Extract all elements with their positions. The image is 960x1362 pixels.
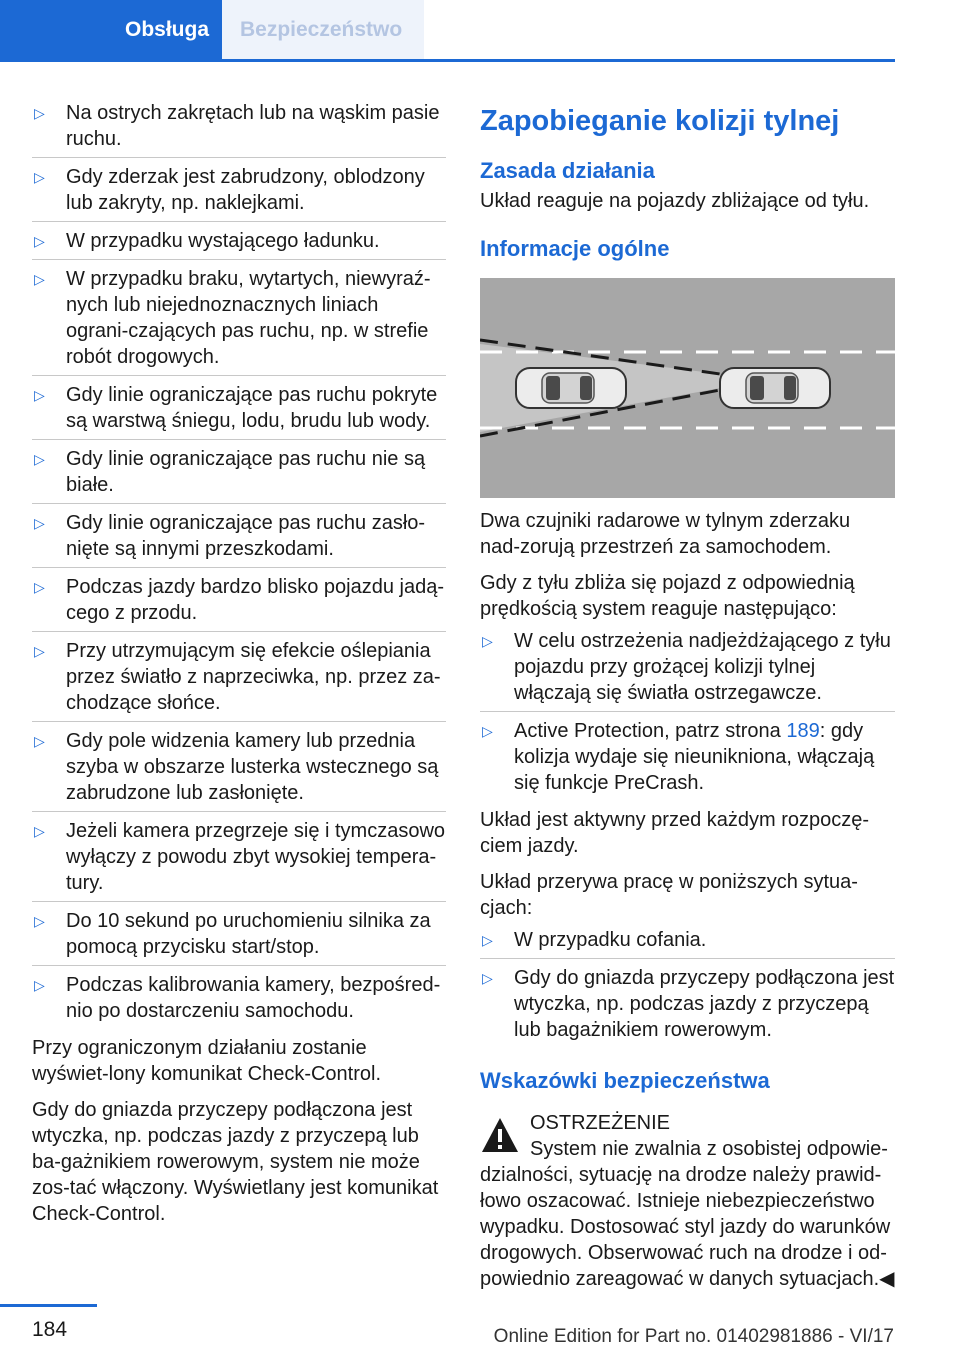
footer-rule: [0, 1304, 97, 1307]
paragraph-check-control: Przy ograniczonym działaniu zostanie wyświet‐lony komunikat Check-Control.: [32, 1037, 382, 1085]
page-link-189[interactable]: 189: [786, 720, 820, 742]
list-item: [32, 446, 446, 504]
bullet-icon: ▷: [34, 387, 45, 403]
list-item: [32, 100, 446, 158]
bullet-icon: ▷: [482, 633, 493, 649]
list-item: [32, 164, 446, 222]
list-item-text: Podczas kalibrowania kamery, bezpośred‐nio po dostarczeniu samochodu.: [66, 974, 441, 1022]
list-item-text: W celu ostrzeżenia nadjeżdżającego z tyłu pojazdu przy grożącej kolizji tylnej włączają się światła ostrzegawcze.: [514, 630, 891, 704]
list-item: [32, 818, 446, 902]
list-item: [480, 628, 895, 712]
header-tabbar: [0, 0, 895, 62]
reaction-list: [480, 628, 895, 801]
list-item: [480, 718, 895, 801]
paragraph-approach: Gdy z tyłu zbliża się pojazd z odpowiednią prędkością system reaguje następująco:: [480, 572, 855, 620]
tab-obsluga[interactable]: Obsługa: [0, 0, 222, 59]
list-item-text: Gdy linie ograniczające pas ruchu zasło‐nięte są innymi przeszkodami.: [66, 512, 426, 560]
warning-text: System nie zwalnia z osobistej odpowie‐dzialności, sytuację na drodze należy prawid‐łowo oszacować. Istnieje niebezpieczeństwo wypadku. Dostosować styl jazdy do warunków drogowych. Obserwować ruch na drodze i od‐powiednio zareagować w danych sytuacjach.◀: [480, 1138, 895, 1290]
list-item: [32, 908, 446, 966]
tab-bezpieczenstwo[interactable]: Bezpieczeństwo: [222, 0, 424, 59]
right-column: [480, 100, 895, 1292]
active-protection-prefix: Active Protection, patrz strona: [514, 720, 787, 742]
list-item-text: Jeżeli kamera przegrzeje się i tymczasowo wyłączy z powodu zbyt wysokiej tempera‐tury.: [66, 820, 446, 894]
bullet-icon: ▷: [34, 823, 45, 839]
paragraph-interrupt: Układ przerywa pracę w poniższych sytua‐cjach:: [480, 871, 858, 919]
rear-car: [516, 368, 626, 408]
active-protection-suffix: : gdy kolizja wydaje się nieunikniona, włączają się funkcje PreCrash.: [514, 720, 875, 794]
bullet-icon: ▷: [34, 105, 45, 121]
front-car: [720, 368, 830, 408]
limitations-list: [32, 100, 446, 1029]
list-item: [32, 574, 446, 632]
list-item-text: Gdy linie ograniczające pas ruchu pokryte są warstwą śniegu, lodu, brudu lub wody.: [66, 384, 438, 432]
list-item-text: W przypadku wystającego ładunku.: [66, 230, 380, 252]
bullet-icon: ▷: [482, 970, 493, 986]
list-item: [32, 228, 446, 260]
bullet-icon: ▷: [482, 932, 493, 948]
bullet-icon: ▷: [34, 271, 45, 287]
list-item-text: W przypadku braku, wytartych, niewyraź‐nych lub niejednoznacznych liniach ograni‐czających pas ruchu, np. w strefie robót drogowych.: [66, 268, 431, 368]
list-item: [32, 728, 446, 812]
list-item-text: Gdy zderzak jest zabrudzony, oblodzony lub zakryty, np. naklejkami.: [66, 166, 425, 214]
list-item-text: W przypadku cofania.: [514, 929, 707, 951]
bullet-icon: ▷: [34, 515, 45, 531]
section-title: Zapobieganie kolizji tylnej: [480, 105, 840, 137]
heading-principle: Zasada działania: [480, 158, 655, 183]
paragraph-trailer: Gdy do gniazda przyczepy podłączona jest wtyczka, np. podczas jazdy z przyczepą lub ba‐gażnikiem rowerowym, system nie może zos‐tać włączony. Wyświetlany jest komunikat Check-Control.: [32, 1099, 439, 1225]
bullet-icon: ▷: [34, 169, 45, 185]
list-item: [32, 266, 446, 376]
list-item-text: Gdy pole widzenia kamery lub przednia szyba w obszarze lusterka wstecznego są zabrudzone lub zasłonięte.: [66, 730, 439, 804]
warning-title: OSTRZEŻENIE: [530, 1112, 671, 1134]
list-item-text: Gdy linie ograniczające pas ruchu nie są białe.: [66, 448, 426, 496]
bullet-icon: ▷: [34, 977, 45, 993]
list-item: [480, 965, 895, 1048]
interrupt-list: [480, 927, 895, 1048]
list-item: [32, 972, 446, 1029]
list-item-text: Podczas jazdy bardzo blisko pojazdu jadą‐cego z przodu.: [66, 576, 444, 624]
list-item-text: Przy utrzymującym się efekcie oślepiania przez światło z naprzeciwka, np. przez za‐chodzące słońce.: [66, 640, 441, 714]
warning-block: [480, 1110, 895, 1292]
heading-general-info: Informacje ogólne: [480, 236, 670, 261]
page-number: 184: [32, 1318, 68, 1341]
bullet-icon: ▷: [34, 579, 45, 595]
bullet-icon: ▷: [34, 913, 45, 929]
list-item: [32, 382, 446, 440]
bullet-icon: ▷: [34, 233, 45, 249]
bullet-icon: ▷: [482, 723, 493, 739]
rear-collision-illustration: [480, 278, 895, 498]
edition-text: Online Edition for Part no. 01402981886 - VI/17: [493, 1326, 894, 1347]
list-item-text: Na ostrych zakrętach lub na wąskim pasie ruchu.: [66, 102, 440, 150]
paragraph-sensors: Dwa czujniki radarowe w tylnym zderzaku nad‐zorują przestrzeń za samochodem.: [480, 510, 851, 558]
bullet-icon: ▷: [34, 643, 45, 659]
heading-safety: Wskazówki bezpieczeństwa: [480, 1068, 770, 1093]
bullet-icon: ▷: [34, 733, 45, 749]
principle-text: Układ reaguje na pojazdy zbliżające od tyłu.: [480, 190, 870, 212]
list-item: [32, 510, 446, 568]
list-item: [480, 927, 895, 959]
list-item-text: Gdy do gniazda przyczepy podłączona jest wtyczka, np. podczas jazdy z przyczepą lub bagażnikiem rowerowym.: [514, 967, 895, 1041]
bullet-icon: ▷: [34, 451, 45, 467]
left-column: [32, 100, 446, 1237]
warning-triangle-icon: [480, 1116, 520, 1154]
list-item-text: Do 10 sekund po uruchomieniu silnika za pomocą przycisku start/stop.: [66, 910, 431, 958]
list-item: [32, 638, 446, 722]
paragraph-active: Układ jest aktywny przed każdym rozpoczę‐ciem jazdy.: [480, 809, 870, 857]
